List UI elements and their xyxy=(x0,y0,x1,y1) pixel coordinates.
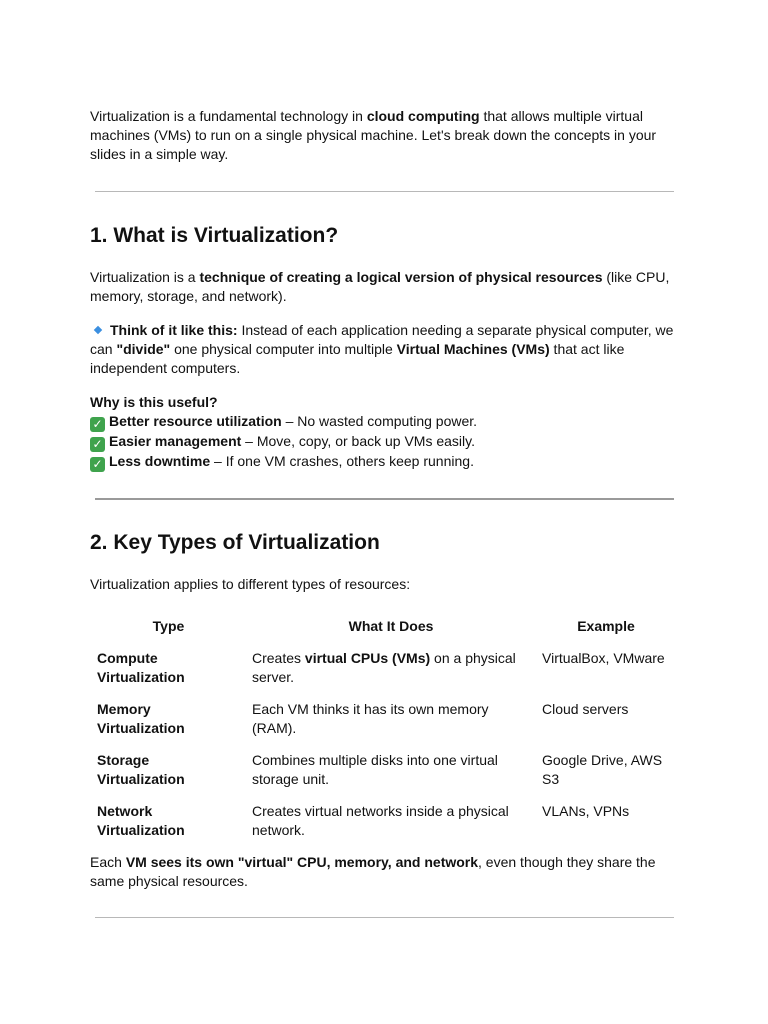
check-mark-button-icon: ✓ xyxy=(90,417,105,432)
think-label: Think of it like this: xyxy=(110,322,238,338)
definition-bold: technique of creating a logical version of physical resources xyxy=(199,269,603,285)
benefit-item xyxy=(90,452,680,472)
think-text: Instead of each application needing a separate physical computer, we can xyxy=(90,322,674,357)
does-cell xyxy=(246,649,536,700)
benefit-title: Easier management xyxy=(109,433,242,449)
does-text: Each VM thinks it has its own memory (RAM). xyxy=(252,701,489,736)
intro-text: Virtualization is a fundamental technology in xyxy=(90,108,367,124)
benefit-item xyxy=(90,432,680,452)
virtualization-types-table xyxy=(91,617,676,853)
think-paragraph xyxy=(90,321,680,378)
footer-text: Each xyxy=(90,854,126,870)
does-text-end: on a physical server. xyxy=(252,650,516,685)
benefits-block xyxy=(90,393,680,472)
benefit-title: Better resource utilization xyxy=(109,413,282,429)
does-text: Creates virtual networks inside a physical network. xyxy=(252,803,509,838)
table-row xyxy=(91,802,676,853)
definition-paragraph xyxy=(90,268,680,306)
why-title: Why is this useful? xyxy=(90,394,218,410)
section1-heading: 1. What is Virtualization? xyxy=(90,224,339,247)
does-cell xyxy=(246,802,536,853)
section2-heading: 2. Key Types of Virtualization xyxy=(90,531,380,554)
think-bold-vms: Virtual Machines (VMs) xyxy=(396,341,550,357)
benefit-text: – If one VM crashes, others keep running. xyxy=(210,453,474,469)
table-header-row xyxy=(91,617,676,649)
think-text: one physical computer into multiple xyxy=(170,341,397,357)
benefit-text: – No wasted computing power. xyxy=(281,413,478,429)
definition-text: Virtualization is a xyxy=(90,269,200,285)
does-bold: virtual CPUs (VMs) xyxy=(304,650,431,666)
table-row xyxy=(91,751,676,802)
definition-text-end: (like CPU, memory, storage, and network). xyxy=(90,269,670,304)
think-bold-divide: "divide" xyxy=(116,341,171,357)
intro-paragraph xyxy=(90,107,680,164)
type-cell: Network Virtualization xyxy=(97,803,185,838)
type-cell: Compute Virtualization xyxy=(97,650,185,685)
check-mark-button-icon: ✓ xyxy=(90,457,105,472)
document xyxy=(90,107,680,918)
example-cell: Cloud servers xyxy=(542,701,629,717)
intro-bold: cloud computing xyxy=(366,108,480,124)
table-row xyxy=(91,700,676,751)
example-cell: VirtualBox, VMware xyxy=(542,650,665,666)
divider xyxy=(95,917,674,918)
benefit-title: Less downtime xyxy=(109,453,211,469)
column-header-what-it-does: What It Does xyxy=(348,618,434,634)
footer-bold: VM sees its own "virtual" CPU, memory, and network xyxy=(125,854,479,870)
small-blue-diamond-icon xyxy=(94,326,102,334)
section2-intro: Virtualization applies to different types of resources: xyxy=(90,576,411,592)
benefit-text: – Move, copy, or back up VMs easily. xyxy=(241,433,475,449)
intro-text-end: that allows multiple virtual machines (VMs) to run on a single physical machine. Let's break down the concepts in your slides in a simple way. xyxy=(90,108,657,162)
does-text: Combines multiple disks into one virtual storage unit. xyxy=(252,752,498,787)
does-cell xyxy=(246,700,536,751)
does-cell xyxy=(246,751,536,802)
section2-footer xyxy=(90,853,680,891)
does-text: Creates xyxy=(252,650,305,666)
example-cell: Google Drive, AWS S3 xyxy=(542,752,663,787)
column-header-type: Type xyxy=(152,618,185,634)
think-text: that act like independent computers. xyxy=(90,341,625,376)
footer-text-end: , even though they share the same physical resources. xyxy=(90,854,656,889)
type-cell: Storage Virtualization xyxy=(97,752,185,787)
divider xyxy=(95,191,674,192)
table-row xyxy=(91,649,676,700)
column-header-example: Example xyxy=(577,618,635,634)
divider xyxy=(95,498,674,500)
benefit-item xyxy=(90,412,680,432)
type-cell: Memory Virtualization xyxy=(97,701,185,736)
check-mark-button-icon: ✓ xyxy=(90,437,105,452)
example-cell: VLANs, VPNs xyxy=(542,803,630,819)
